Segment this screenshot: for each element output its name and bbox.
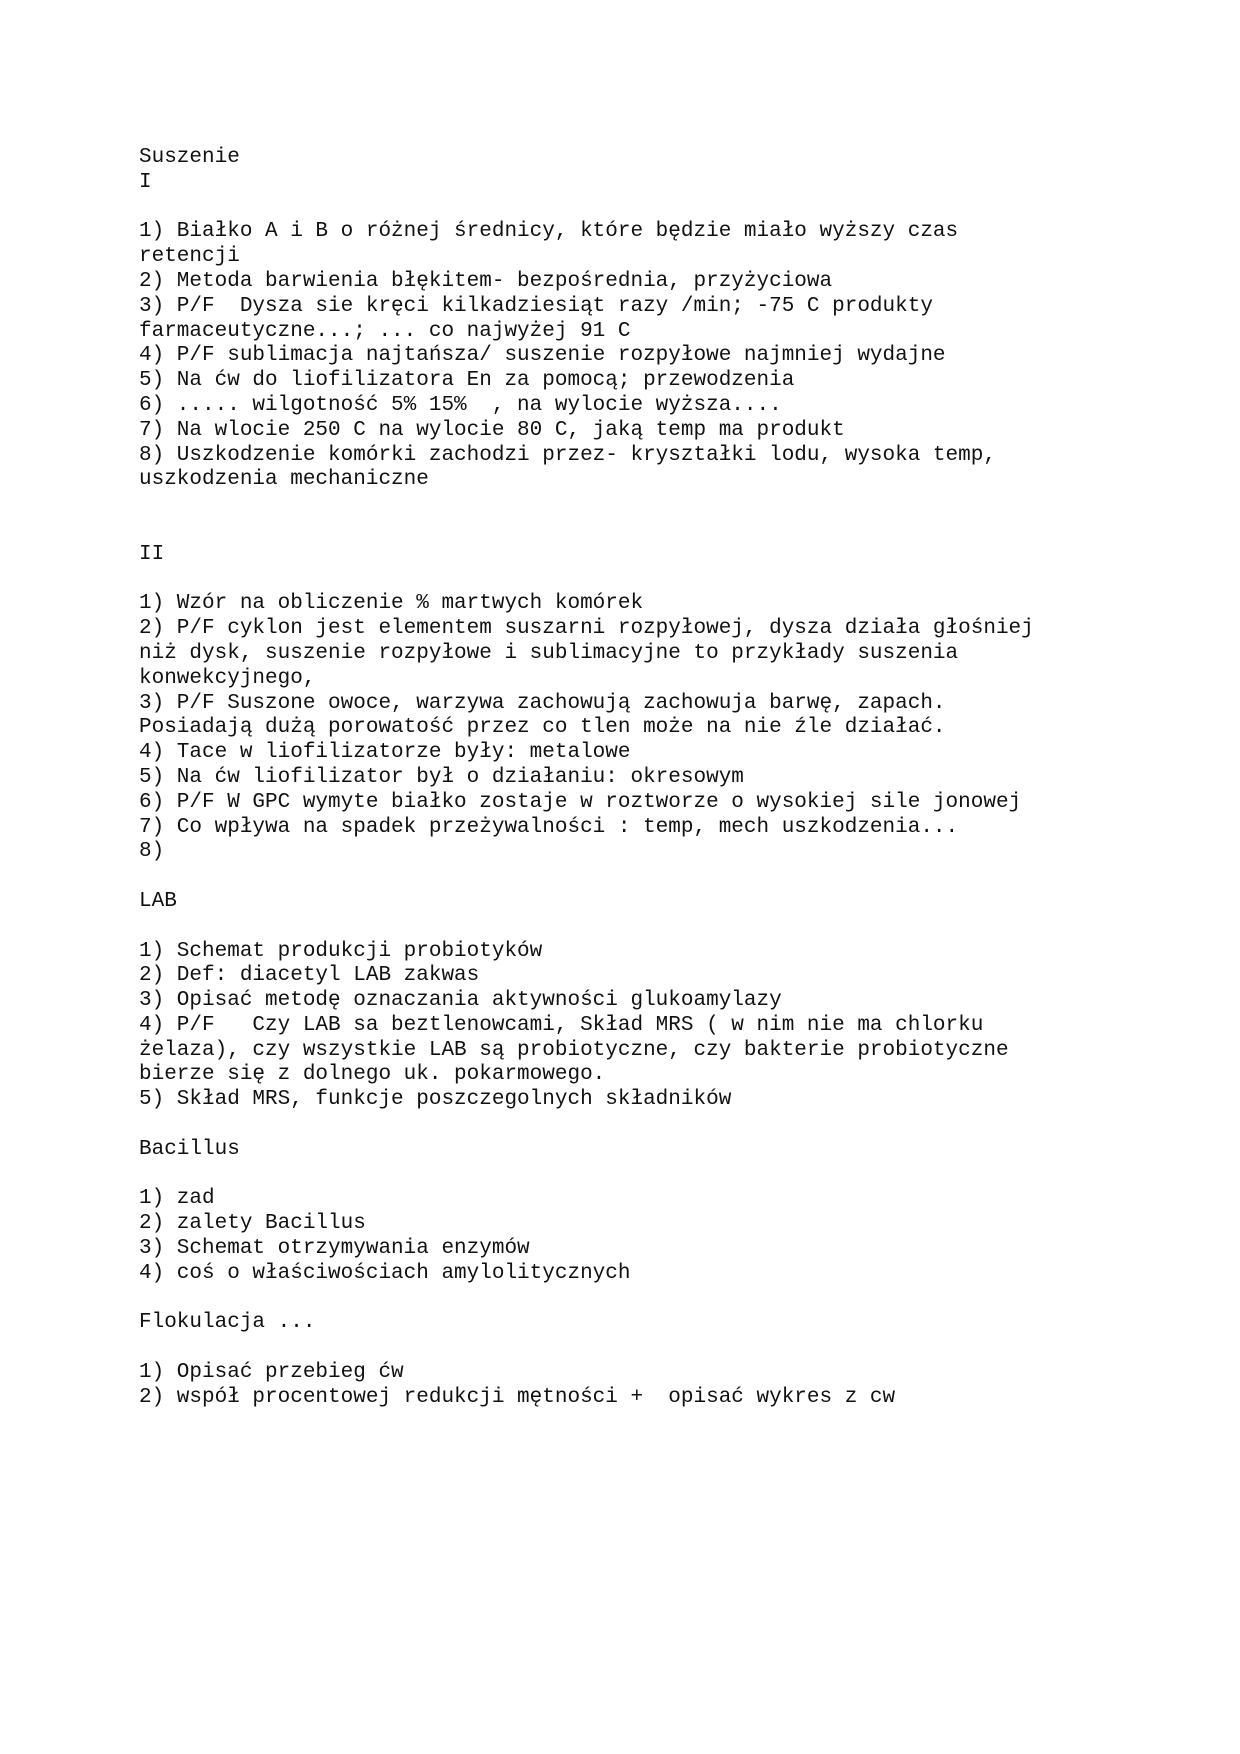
blank-line [139, 196, 1139, 221]
blank-line [139, 493, 1139, 518]
text-line: Bacillus [139, 1137, 240, 1161]
text-line: żelaza), czy wszystkie LAB są probiotyczne, czy bakterie probiotyczne [139, 1038, 1009, 1062]
text-line: 1) Schemat produkcji probiotyków [139, 939, 543, 963]
text-line: 3) P/F Dysza sie kręci kilkadziesiąt razy /min; -75 C produkty [139, 294, 933, 318]
text-line: 4) Tace w liofilizatorze były: metalowe [139, 741, 631, 765]
text-line: 3) Opisać metodę oznaczania aktywności glukoamylazy [139, 989, 782, 1013]
text-line: 2) Def: diacetyl LAB zakwas [139, 964, 480, 988]
text-line: 2) współ procentowej redukcji mętności + opisać wykres z cw [139, 1385, 896, 1409]
text-line: 3) P/F Suszone owoce, warzywa zachowują zachowuja barwę, zapach. [139, 691, 946, 715]
text-line: 5) Na ćw liofilizator był o działaniu: okresowym [139, 765, 744, 789]
text-line: 4) P/F Czy LAB sa beztlenowcami, Skład MRS ( w nim nie ma chlorku [139, 1013, 984, 1037]
text-line: LAB [139, 889, 177, 913]
text-line: 6) P/F W GPC wymyte białko zostaje w roztworze o wysokiej sile jonowej [139, 790, 1022, 814]
text-line: bierze się z dolnego uk. pokarmowego. [139, 1063, 606, 1087]
text-line: Suszenie [139, 146, 240, 169]
blank-line [139, 1287, 1139, 1312]
text-line: 8) [139, 840, 165, 864]
text-line: 2) P/F cyklon jest elementem suszarni rozpyłowej, dysza działa głośniej [139, 617, 1034, 641]
text-line: II [139, 542, 165, 566]
blank-line [139, 568, 1139, 593]
text-line: 7) Co wpływa na spadek przeżywalności : temp, mech uszkodzenia... [139, 815, 959, 839]
text-line: 8) Uszkodzenie komórki zachodzi przez- kryształki lodu, wysoka temp, [139, 443, 996, 467]
text-line: konwekcyjnego, [139, 666, 316, 690]
text-line: 1) Białko A i B o różnej średnicy, które będzie miało wyższy czas [139, 220, 959, 244]
text-line: uszkodzenia mechaniczne [139, 468, 429, 492]
text-line: 4) P/F sublimacja najtańsza/ suszenie rozpyłowe najmniej wydajne [139, 344, 946, 368]
text-line: niż dysk, suszenie rozpyłowe i sublimacyjne to przykłady suszenia [139, 641, 959, 665]
text-line: retencji [139, 245, 240, 269]
text-line: Posiadają dużą porowatość przez co tlen może na nie źle działać. [139, 716, 946, 740]
text-line: 5) Skład MRS, funkcje poszczegolnych składników [139, 1088, 732, 1112]
text-line: I [139, 170, 152, 194]
text-line: 1) zad [139, 1187, 215, 1211]
text-line: farmaceutyczne...; ... co najwyżej 91 C [139, 319, 631, 343]
blank-line [139, 518, 1139, 543]
blank-line [139, 915, 1139, 940]
text-line: 2) Metoda barwienia błękitem- bezpośrednia, przyżyciowa [139, 269, 833, 293]
text-line: 5) Na ćw do liofilizatora En za pomocą; przewodzenia [139, 369, 795, 393]
text-line: Flokulacja ... [139, 1311, 316, 1335]
text-line: 2) zalety Bacillus [139, 1212, 366, 1236]
blank-line [139, 1113, 1139, 1138]
text-line: 1) Opisać przebieg ćw [139, 1361, 404, 1385]
text-line: 3) Schemat otrzymywania enzymów [139, 1237, 530, 1261]
text-line: 7) Na wlocie 250 C na wylocie 80 C, jaką temp ma produkt [139, 418, 845, 442]
blank-line [139, 865, 1139, 890]
text-line: 4) coś o właściwościach amylolitycznych [139, 1261, 631, 1285]
blank-line [139, 1163, 1139, 1188]
text-line: 6) ..... wilgotność 5% 15% , na wylocie wyższa.... [139, 393, 782, 417]
blank-line [139, 1336, 1139, 1361]
text-line: 1) Wzór na obliczenie % martwych komórek [139, 592, 644, 616]
document-text [139, 146, 1139, 1411]
